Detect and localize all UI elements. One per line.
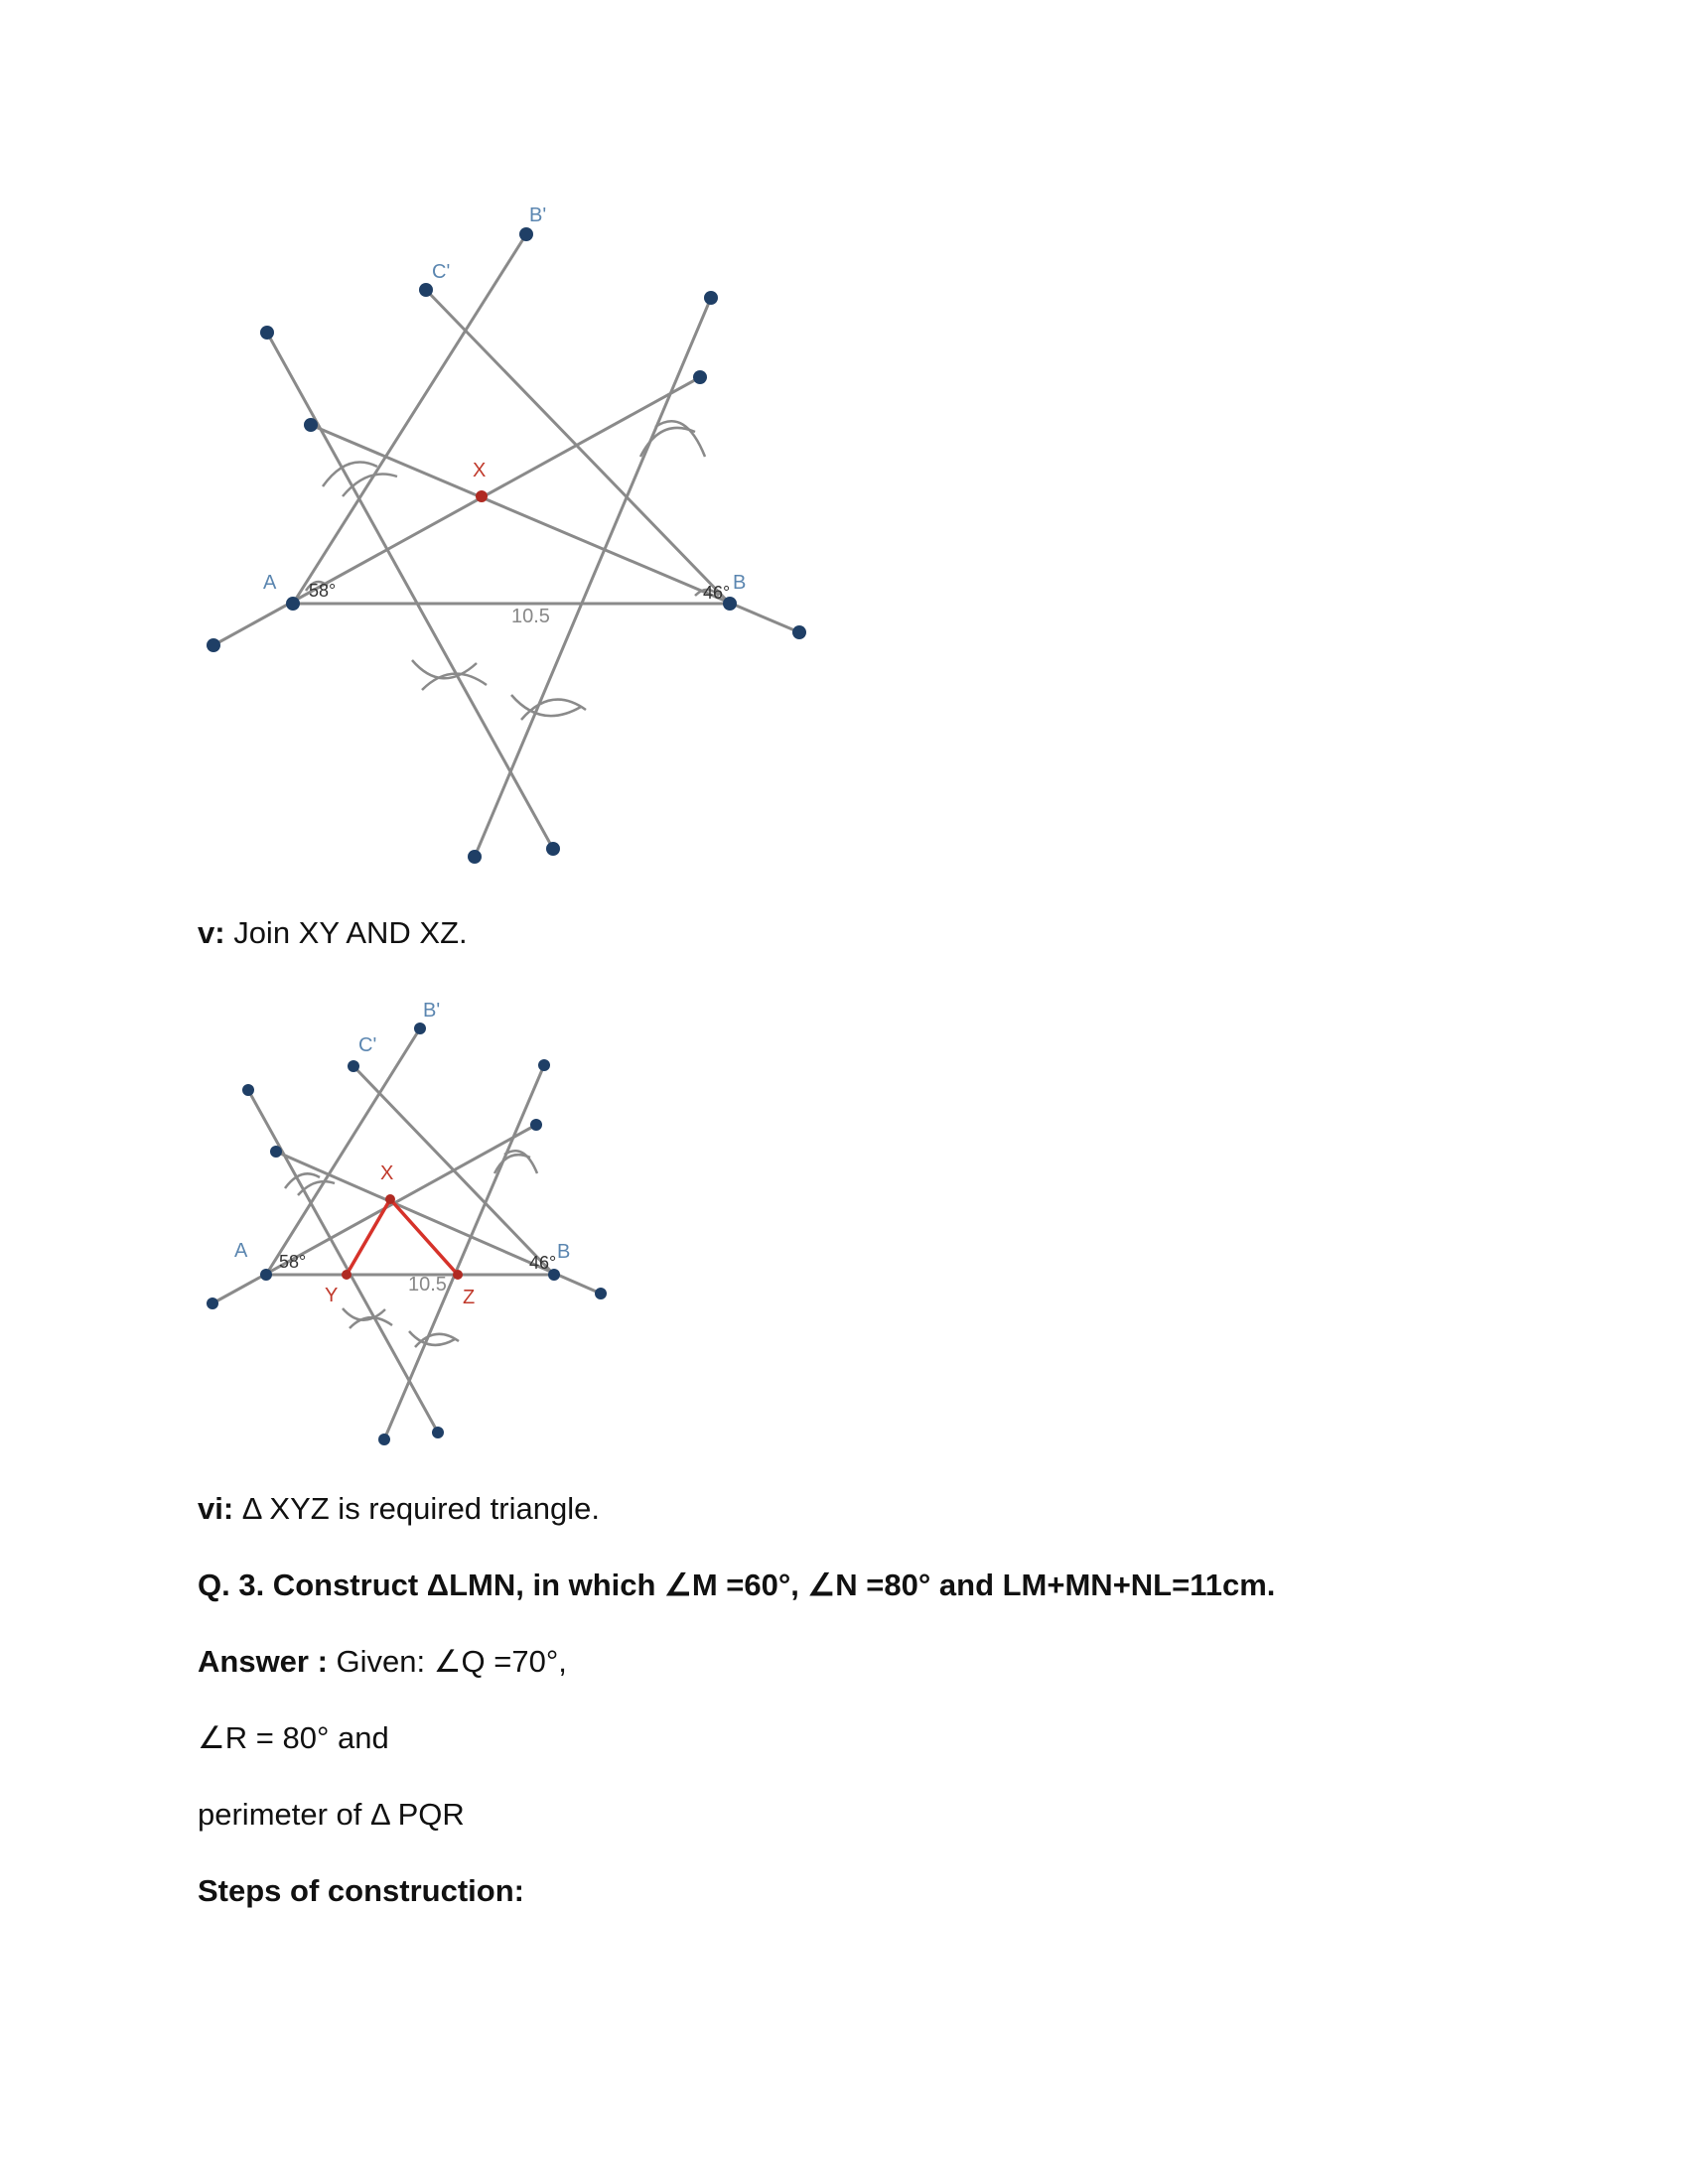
- label-base: 10.5: [511, 606, 550, 627]
- label-b-prime: B': [529, 205, 547, 226]
- perimeter-text: perimeter of Δ PQR: [198, 1797, 465, 1832]
- construction-lines-2: [212, 1028, 601, 1439]
- label-y: Y: [325, 1285, 339, 1306]
- construction-points-2: [207, 1023, 607, 1445]
- question-3: [198, 1566, 1275, 1605]
- point-X-2: [385, 1194, 395, 1204]
- label-angle-a: 58°: [309, 581, 337, 601]
- label-angle-b-2: 46°: [529, 1253, 557, 1273]
- label-c-prime-2: C': [358, 1034, 377, 1056]
- question-3-text: Q. 3. Construct ΔLMN, in which ∠M =60°, ∠N =80° and LM+MN+NL=11cm.: [198, 1568, 1276, 1602]
- answer-line: [198, 1642, 567, 1682]
- label-b-prime-2: B': [423, 1000, 441, 1022]
- label-c-prime: C': [432, 261, 451, 283]
- label-b-2: B: [557, 1241, 571, 1263]
- perimeter-line: [198, 1795, 465, 1835]
- label-a-2: A: [234, 1240, 248, 1262]
- step-vi-text: Δ XYZ is required triangle.: [233, 1491, 600, 1526]
- label-x: X: [473, 460, 487, 481]
- label-base-2: 10.5: [408, 1274, 447, 1296]
- label-z: Z: [463, 1287, 476, 1308]
- given-angle-r-text: ∠R = 80° and: [198, 1720, 389, 1755]
- label-angle-b: 46°: [703, 583, 731, 603]
- label-x-2: X: [380, 1162, 394, 1184]
- label-angle-a-2: 58°: [279, 1252, 307, 1272]
- triangle-XYZ: [347, 1199, 458, 1275]
- answer-label: Answer :: [198, 1644, 328, 1679]
- point-Z: [453, 1270, 463, 1280]
- label-b: B: [733, 572, 747, 594]
- steps-heading-text: Steps of construction:: [198, 1873, 524, 1908]
- answer-text: Given: ∠Q =70°,: [327, 1644, 567, 1679]
- step-vi: [198, 1489, 600, 1529]
- step-v-text: Join XY AND XZ.: [224, 915, 468, 950]
- steps-heading: [198, 1871, 524, 1911]
- point-Y: [342, 1270, 352, 1280]
- given-angle-r: [198, 1718, 389, 1758]
- step-v-label: v:: [198, 915, 225, 950]
- label-a: A: [263, 572, 277, 594]
- construction-figure-2: [0, 0, 894, 1489]
- step-vi-label: vi:: [198, 1491, 234, 1526]
